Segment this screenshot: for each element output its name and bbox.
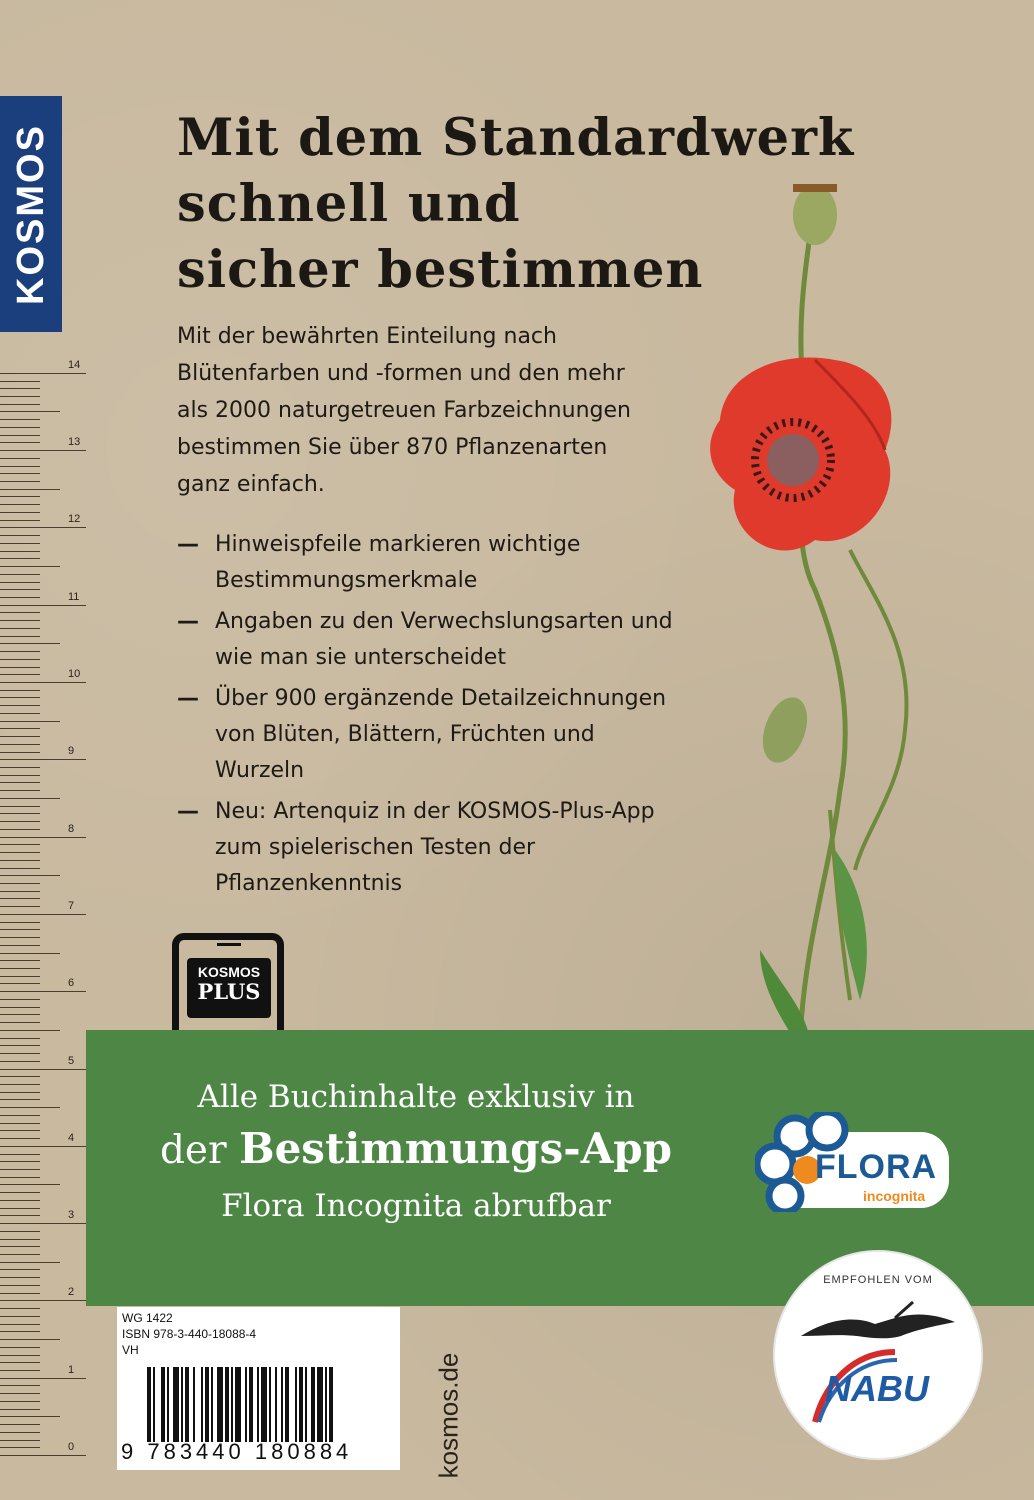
ruler-tick — [0, 674, 40, 675]
ruler-tick — [0, 713, 40, 714]
barcode-bar — [305, 1367, 307, 1442]
ruler-tick — [0, 922, 40, 923]
ruler-tick — [0, 628, 40, 629]
ruler-tick — [0, 1355, 40, 1356]
ruler-tick — [0, 1239, 40, 1240]
ruler-tick — [0, 1045, 40, 1046]
ruler-tick — [0, 999, 40, 1000]
ruler-tick — [0, 473, 40, 474]
ruler-tick — [0, 690, 40, 691]
ruler-tick — [0, 520, 40, 521]
ruler-tick — [0, 1215, 40, 1216]
ruler-tick — [0, 775, 40, 776]
ruler-tick — [0, 860, 40, 861]
ruler-tick — [0, 1370, 40, 1371]
ruler-number: 10 — [68, 668, 81, 680]
ruler-tick — [0, 752, 40, 753]
ruler-tick — [0, 1115, 40, 1116]
ruler-number: 1 — [68, 1363, 75, 1376]
ruler-tick — [0, 1161, 40, 1162]
feature-item: — Über 900 ergänzende Detailzeichnungen von Blüten, Blättern, Früchten und Wurzeln — [177, 686, 667, 783]
barcode-bar — [235, 1367, 241, 1442]
ruler-tick — [0, 450, 86, 451]
ruler-tick — [0, 1007, 40, 1008]
ruler-tick — [0, 1022, 40, 1023]
ruler-tick — [0, 960, 40, 961]
barcode-bar — [249, 1367, 253, 1442]
ruler-tick — [0, 1154, 40, 1155]
ruler-tick — [0, 1447, 40, 1448]
ruler-tick — [0, 1107, 60, 1108]
ruler-tick — [0, 1123, 40, 1124]
ruler-tick — [0, 574, 40, 575]
ruler-tick — [0, 396, 40, 397]
ruler-tick — [0, 1076, 40, 1077]
ruler-tick — [0, 1293, 40, 1294]
barcode-bar — [161, 1367, 165, 1442]
ruler-tick — [0, 1378, 86, 1379]
ruler-tick — [0, 419, 40, 420]
flora-wordmark: FLORA — [815, 1148, 938, 1186]
ruler-tick — [0, 991, 86, 992]
ruler-tick — [0, 767, 40, 768]
barcode-info: WG 1422 ISBN 978-3-440-18088-4 VH — [122, 1311, 257, 1357]
barcode-bar — [167, 1367, 169, 1442]
ruler-tick — [0, 953, 60, 954]
ruler-tick — [0, 605, 86, 606]
ruler-tick — [0, 1385, 40, 1386]
ruler-tick — [0, 527, 86, 528]
barcode-label — [117, 1307, 400, 1470]
ruler-tick — [0, 906, 40, 907]
ruler-tick — [0, 481, 40, 482]
ruler-tick — [0, 1223, 86, 1224]
ruler-tick — [0, 651, 40, 652]
ruler-tick — [0, 1285, 40, 1286]
barcode-bar — [245, 1367, 247, 1442]
ruler-tick — [0, 558, 40, 559]
ruler-tick — [0, 813, 40, 814]
publisher-url: kosmos.de — [433, 1352, 464, 1479]
barcode-bar — [225, 1367, 229, 1442]
ruler-tick — [0, 1092, 40, 1093]
ruler-tick — [0, 504, 40, 505]
ruler-tick — [0, 1339, 60, 1340]
ruler-tick — [0, 1347, 40, 1348]
headline-line-1: Mit dem Standardwerk — [177, 108, 855, 168]
ruler-tick — [0, 728, 40, 729]
barcode-bar — [329, 1367, 333, 1442]
barcode-bar — [211, 1367, 213, 1442]
ruler-number: 6 — [68, 977, 75, 990]
ruler-tick — [0, 968, 40, 969]
ruler-tick — [0, 837, 86, 838]
ruler-tick — [0, 798, 60, 799]
barcode-bar — [269, 1367, 271, 1442]
ruler-tick — [0, 1169, 40, 1170]
barcode-bar — [317, 1367, 323, 1442]
ruler-tick — [0, 381, 40, 382]
ruler-tick — [0, 852, 40, 853]
ruler-tick — [0, 1177, 40, 1178]
ruler-tick — [0, 1192, 40, 1193]
intro-text: Mit der bewährten Einteilung nach Blütenfarben und -formen und den mehr als 2000 naturgetreuen Farbzeichnungen bestimmen Sie über 870 Pflanzenarten ganz einfach. — [177, 324, 631, 497]
ruler-tick — [0, 1138, 40, 1139]
ruler-tick — [0, 1277, 40, 1278]
ruler-tick — [0, 566, 60, 567]
ruler-tick — [0, 643, 60, 644]
barcode-bar — [261, 1367, 267, 1442]
ruler-tick — [0, 1099, 40, 1100]
ruler-tick — [0, 1084, 40, 1085]
ruler-number: 4 — [68, 1131, 75, 1144]
ruler-tick — [0, 1432, 40, 1433]
ruler-number: 7 — [68, 899, 75, 912]
ruler-tick — [0, 427, 40, 428]
ruler-tick — [0, 1254, 40, 1255]
cm-ruler — [0, 358, 86, 1500]
ruler-tick — [0, 1362, 40, 1363]
ruler-number: 0 — [68, 1441, 75, 1453]
flora-incognita-logo — [755, 1112, 951, 1212]
ruler-tick — [0, 404, 40, 405]
ruler-tick — [0, 1200, 40, 1201]
ruler-tick — [0, 721, 60, 722]
ruler-tick — [0, 983, 40, 984]
app-badge-bottom: PLUS — [197, 979, 261, 1004]
ruler-tick — [0, 1030, 60, 1031]
ruler-tick — [0, 806, 40, 807]
ruler-tick — [0, 582, 40, 583]
barcode-bar — [285, 1367, 289, 1442]
barcode-bar — [325, 1367, 327, 1442]
ruler-tick — [0, 1069, 86, 1070]
ruler-tick — [0, 535, 40, 536]
ruler-tick — [0, 1146, 86, 1147]
ruler-tick — [0, 1269, 40, 1270]
ruler-tick — [0, 1409, 40, 1410]
barcode-bar — [201, 1367, 203, 1442]
ruler-tick — [0, 829, 40, 830]
publisher-tab-label: KOSMOS — [9, 123, 52, 305]
ruler-tick — [0, 411, 60, 412]
ruler-tick — [0, 1184, 60, 1185]
ruler-tick — [0, 976, 40, 977]
ruler-tick — [0, 782, 40, 783]
ruler-number: 3 — [68, 1209, 75, 1222]
ruler-tick — [0, 898, 40, 899]
ruler-tick — [0, 489, 60, 490]
ruler-tick — [0, 1331, 40, 1332]
barcode-bar — [295, 1367, 297, 1442]
ruler-tick — [0, 512, 40, 513]
ruler-tick — [0, 1061, 40, 1062]
ruler-tick — [0, 736, 40, 737]
ruler-number: 14 — [68, 358, 81, 371]
app-badge-top: KOSMOS — [197, 964, 261, 980]
barcode-bar — [193, 1367, 195, 1442]
ruler-tick — [0, 1038, 40, 1039]
ruler-tick — [0, 458, 40, 459]
ruler-tick — [0, 551, 40, 552]
feature-item: — Neu: Artenquiz in der KOSMOS-Plus-App zum spielerischen Testen der Pflanzenkenntnis — [177, 799, 655, 896]
ruler-tick — [0, 667, 40, 668]
ruler-tick — [0, 1455, 86, 1456]
feature-list — [177, 527, 677, 907]
ruler-number: 5 — [68, 1054, 75, 1067]
app-badge — [187, 958, 271, 1018]
ruler-tick — [0, 945, 40, 946]
barcode-bar — [231, 1367, 233, 1442]
ruler-tick — [0, 1424, 40, 1425]
ruler-tick — [0, 442, 40, 443]
ruler-tick — [0, 759, 86, 760]
ruler-tick — [0, 373, 86, 374]
ruler-tick — [0, 1401, 40, 1402]
ruler-tick — [0, 1316, 40, 1317]
barcode-bar — [281, 1367, 283, 1442]
barcode-bars — [147, 1367, 387, 1442]
barcode-digits: 9 783440 180884 — [121, 1439, 353, 1464]
ruler-tick — [0, 1014, 40, 1015]
ruler-tick — [0, 1246, 40, 1247]
nabu-name: NABU — [825, 1368, 929, 1409]
ruler-tick — [0, 435, 40, 436]
ruler-number: 2 — [68, 1286, 75, 1299]
ruler-tick — [0, 636, 40, 637]
app-promo-text — [86, 1075, 746, 1231]
ruler-number: 9 — [68, 745, 75, 758]
barcode-bar — [181, 1367, 183, 1442]
ruler-tick — [0, 1053, 40, 1054]
ruler-number: 11 — [68, 590, 80, 603]
ruler-tick — [0, 388, 40, 389]
headline-line-2: schnell und — [177, 174, 521, 234]
promo-line-1: Alle Buchinhalte exklusiv in — [197, 1079, 635, 1115]
stork-icon — [775, 1252, 981, 1458]
poppy-illustration — [665, 170, 925, 1040]
flora-subtitle: incognita — [863, 1188, 926, 1204]
ruler-number: 8 — [68, 822, 75, 835]
ruler-tick — [0, 597, 40, 598]
ruler-tick — [0, 1440, 40, 1441]
barcode-bar — [257, 1367, 259, 1442]
barcode-bar — [275, 1367, 277, 1442]
feature-item: — Hinweispfeile markieren wichtige Bestimmungsmerkmale — [177, 532, 581, 593]
ruler-tick — [0, 705, 40, 706]
ruler-tick — [0, 543, 40, 544]
ruler-tick — [0, 1308, 40, 1309]
barcode-bar — [173, 1367, 179, 1442]
ruler-tick — [0, 883, 40, 884]
ruler-tick — [0, 620, 40, 621]
nabu-label: EMPFOHLEN VOM — [823, 1274, 933, 1286]
headline-line-3: sicher bestimmen — [177, 240, 704, 300]
ruler-number: 12 — [68, 513, 81, 526]
ruler-tick — [0, 790, 40, 791]
ruler-tick — [0, 1231, 40, 1232]
ruler-tick — [0, 891, 40, 892]
nabu-seal — [775, 1252, 981, 1458]
flower-bud — [755, 691, 816, 769]
ruler-tick — [0, 821, 40, 822]
ruler-tick — [0, 1130, 40, 1131]
ruler-tick — [0, 1262, 60, 1263]
ruler-tick — [0, 496, 40, 497]
ruler-tick — [0, 844, 40, 845]
barcode-bar — [185, 1367, 189, 1442]
ruler-tick — [0, 1300, 86, 1301]
barcode-bar — [217, 1367, 223, 1442]
ruler-tick — [0, 466, 40, 467]
ruler-tick — [0, 937, 40, 938]
ruler-tick — [0, 875, 60, 876]
barcode-bar — [147, 1367, 151, 1442]
promo-line-2: der Bestimmungs-App — [159, 1124, 673, 1173]
ruler-tick — [0, 612, 40, 613]
barcode-bar — [299, 1367, 303, 1442]
ruler-tick — [0, 929, 40, 930]
publisher-tab — [0, 96, 62, 332]
ruler-tick — [0, 1393, 40, 1394]
ruler-tick — [0, 682, 86, 683]
ruler-tick — [0, 1324, 40, 1325]
ruler-tick — [0, 868, 40, 869]
promo-line-3: Flora Incognita abrufbar — [221, 1188, 611, 1224]
ruler-tick — [0, 659, 40, 660]
ruler-tick — [0, 589, 40, 590]
ruler-tick — [0, 744, 40, 745]
ruler-tick — [0, 1208, 40, 1209]
ruler-tick — [0, 914, 86, 915]
ruler-number: 13 — [68, 436, 81, 449]
barcode-bar — [311, 1367, 315, 1442]
barcode-bar — [153, 1367, 155, 1442]
ruler-tick — [0, 1416, 60, 1417]
barcode-bar — [205, 1367, 209, 1442]
ruler-tick — [0, 697, 40, 698]
seed-capsule — [793, 185, 837, 245]
feature-item: — Angaben zu den Verwechslungsarten und wie man sie unterscheidet — [177, 609, 673, 670]
